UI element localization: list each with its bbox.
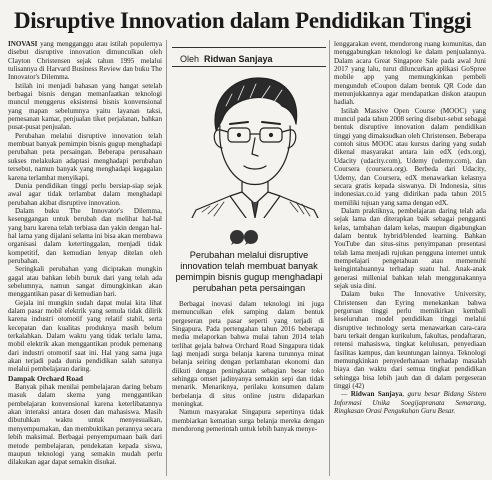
column-1 [8,40,162,476]
paragraph: Banyak pihak menilai pembelajaran daring bebam masuk dalam skema yang menggantikan pembelajaran konvensional karena keterlibatannya akan interaksi antara dosen dan mahasiswa. Masih dibutuhkan waktu untuk menyesuaikan, menyempurnakan, dan membuktikan perannya secara lebih maksimal. Berbagai penyempurnaan baik dari metode pembelajaran, pendekatan kepada siswa, maupun teknologi yang semakin mudah perlu dilakukan agar dapat semakin disukai. [8,383,162,467]
paragraph: Gejala ini mungkin sudah dapat mulai kita lihat dalam pasar mobil elektrik yang semula tidak dilirik karena industri otomotif yang relatif stabil, serta kecepatan dan kualitas produknya masih belum terkalahkan. Dalam waktu yang tidak terlalu lama, mobil elektrik akan menggantikan produk pemenang dari industri otomotif saat ini. Hal yang sama juga akan terjadi pada dunia pendidikan salah satunya melalui pembelajaran daring. [8,298,162,374]
column-2 [172,300,324,478]
author-portrait [186,70,320,218]
pull-quote-line: Perubahan melalui disruptive [189,250,309,260]
headline: Disruptive Innovation dalam Pendidikan Tinggi [14,8,472,33]
paragraph [8,40,162,82]
paragraph: Istilah ini menjadi bahasan yang hangat setelah berbagai bisnis dengan memanfaatkan teknologi muncul menggerus eksistensi bisnis konvensional yang mapan sebelumnya yaitu layanan taksi, pemesanan kamar, penjualan tiket perjalanan, bahkan pusat-pusat penjualan. [8,81,162,132]
subheading: Dampak Orchard Road [8,373,84,383]
author-name: Ridwan Sanjaya [204,54,273,64]
pull-quote-line: innovation telah membuat banyak [180,261,318,271]
paragraph: Dalam praktiknya, pembelajaran daring telah ada sejak lama dan diterapkan baik sebagai pengganti kelas, tambahan dalam kelas, maupun digabungkan dalam bentuk hybrid/blended learning. Bahkan YouTube dan situs-situs penyimpanan presentasi telah lama menjadi rujukan pengguna internet untuk mempelajari pengetahuan atau memenuhi keingintahuannya terhadap suatu hal. Anak-anak generasi millenial bahkan telah menggunakannya sejak usia dini. [334,206,486,290]
paragraph: Berbagai inovasi dalam teknologi ini juga memunculkan efek samping dalam bentuk pergeseran peta pasar seperti yang terjadi di Singapura. Pada pertengahan tahun 2016 beberapa media melaporkan bahwa mulai tahun 2014 telah terlihat gejala bahwa Orchard Road Singapura tidak lagi menjadi surga belanja karena turunnya minat belanja seiring dengan perlambatan ekonomi dan diikuti dengan peningkatan sebagian besar toko sehingga omset jadinyanya semakin sepi dan tidak menarik. Menariknya, perilaku konsumen dalam berbelanja di situs online justru didaparkan meningkat. [172,300,324,409]
paragraph: Seringkali perubahan yang diciptakan mungkin gagal atau bahkan lebih buruk dari yang telah ada sebelumnya, namun sangat dimungkinkan akan menggantikan pasar di kemudian hari. [8,265,162,299]
byline-prefix: Oleh [180,54,200,64]
pull-quote [172,250,326,294]
paragraph-text: yang mengganggu atau istilah populernya disebut disruptive innovation dimunculkan oleh Clayton Christensen sejak tahun 1995 melalui tulisannya di Harvard Business Review dan buku The Innovator's Dilemma. [8,40,162,82]
paragraph: Dalam buku The Innovative University, Christensen dan Eyring menekankan bahwa perguruan tinggi perlu memikirkan kembali keseluruhan model pendidikan tinggi melalui disruptive technology serta menawarkan cara-cara baru terkait dengan kurikulum, fakultas, pendaftaran, retensi mahasiswa, tingkat kelulusan, penyediaan fasilitas kampus, dan keuntungan lainnya. Teknologi memungkinkan penyederhanaan terhadap masalah biaya dan waktu dari semua tingkat pendidikan sehingga bisa lebih jauh dan di dalam pergeseran tinggi (42) [334,290,486,391]
column-divider [329,40,330,476]
byline-rule [172,47,326,48]
author-signature: — Ridwan Sanjaya, guru besar Bidang Sistem Informasi Unika Soegijapranata Semarang, Ringkasan Orasi Pengukuhan Guru Besar. [334,390,486,416]
signature-name: Ridwan Sanjaya [350,390,403,399]
paragraph: Istilah Massive Open Course (MOOC) yang muncul pada tahun 2008 sering disebut-sebut sebagai bentuk disruptive innovation dalam pendidikan tinggi yang dimaksudkan oleh Christensen. Beberapa contoh situs MOOC atau kursus daring yang sudah dikenal masyarakat antara lain edX (edx.org), Udacity (udacity.com), Udemy (udemy.com), dan Coursera (coursera.org). Berbeda dari Udacity, Udemy, dan Coursera, edX menawarkan kelasnya secara gratis kepada siswanya. Di Indonesia, situs indonesiax.co.id yang didirikan pada tahun 2015 memiliki tujuan yang sama dengan edX. [334,106,486,207]
paragraph: lenggarakan event, mendorong ruang komunitas, dan menggabungkan teknologi ke dalam penjualannya. Dalam acara Great Singapore Sale pada awal Juni 2017 yang lalu, turut diluncurkan aplikasi GoSpree mobile app yang memungkinkan pembeli mengunduh eCoupon dalam bentuk QR Code dan menunjukkannya agar mendapatkan diskon ataupun hadiah. [334,40,486,107]
byline-rule [172,66,326,67]
pull-quote-line: pemimpin bisnis gugup menghadapi [175,272,323,282]
paragraph: Dalam buku The Innovator's Dilemma, kesenggangan untuk berubah dan melihat hal-hal yang baru karena telah terbiasa dan yakin dengan hal-hal lama yang dijalani selama ini bisa akan membawa organisasi dalam ketertinggalan, menjadi tidak kompetitif, dan kemudian lenyap ditelan oleh perubahan. [8,206,162,265]
paragraph: Namun masyarakat Singapura sepertinya tidak membiarkan kematian surga belanja mereka dengan mendorong pemerintah untuk lebih banyak menye- [172,408,324,434]
column-3 [334,40,486,478]
column-divider [166,40,167,476]
paragraph: Perubahan melalui disruptive innovation telah membuat banyak pemimpin bisnis gugup menghadapi perubahan peta persaingan. Beberapa perusahaan sukses melakukan adaptasi menghadapi perubahan tersebut, namun banyak yang menghadapi kegagalan karena terlambat menyikapi. [8,131,162,182]
byline [180,52,326,66]
paragraph: Dunia pendidikan tinggi perlu bersiap-siap sejak awal agar tidak terlambat dalam menghadapi perubahan akibat disruptive innovation. [8,181,162,207]
lead-word: INOVASI [8,40,38,48]
signature-text: , guru besar Bidang Sistem Informasi Unika Soegijapranata Semarang, Ringkasan Orasi Pengukuhan Guru Besar. [334,390,486,416]
quote-marks-icon [222,228,266,246]
pull-quote-line: perubahan peta persaingan [192,283,306,293]
